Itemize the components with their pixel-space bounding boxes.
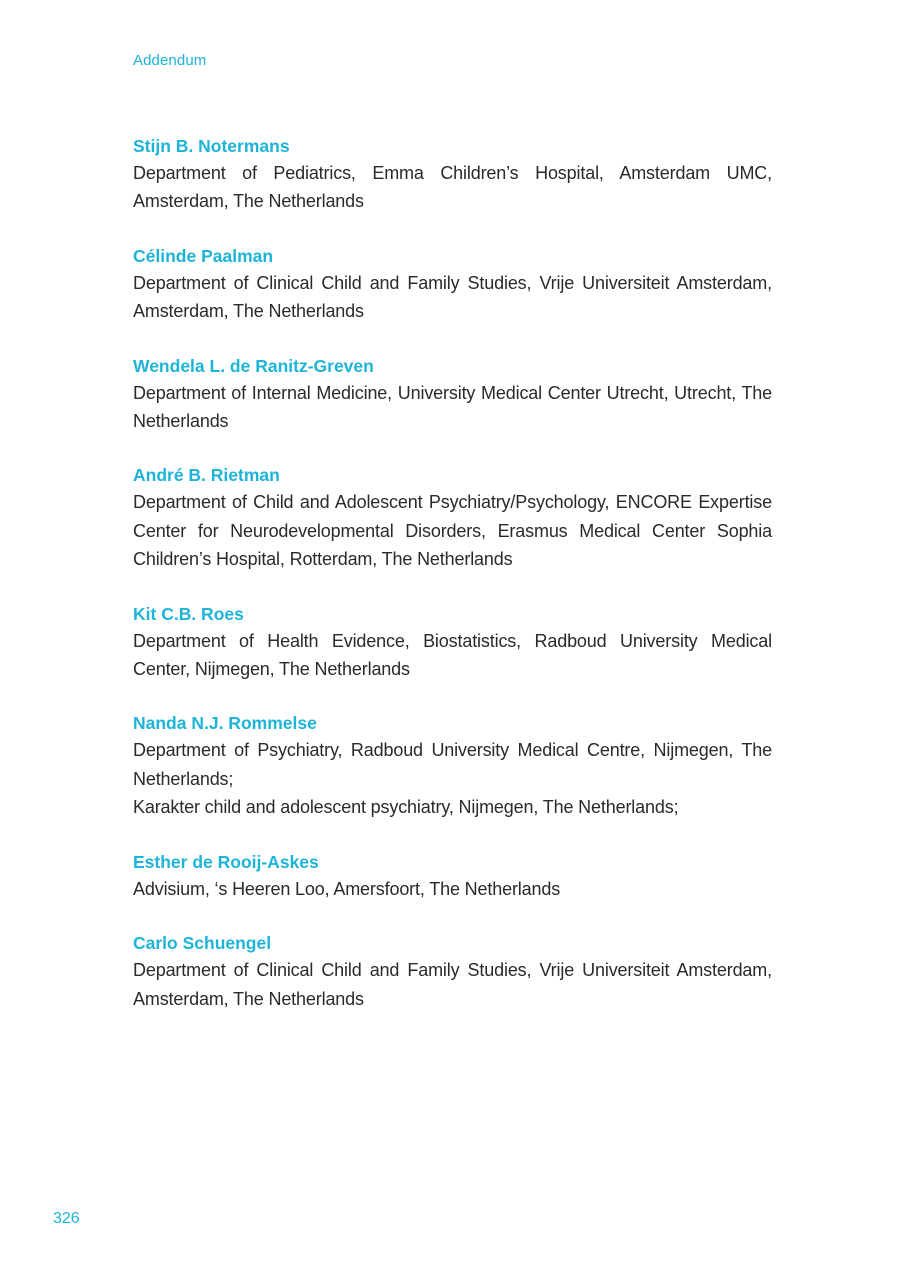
author-affiliation: Department of Internal Medicine, University Medical Center Utrecht, Utrecht, The Netherlands xyxy=(133,382,772,432)
author-affiliation: Department of Health Evidence, Biostatistics, Radboud University Medical Center, Nijmegen, The Netherlands xyxy=(133,630,772,680)
author-affiliation-secondary: Karakter child and adolescent psychiatry, Nijmegen, The Netherlands; xyxy=(133,797,679,818)
author-entry xyxy=(133,850,772,903)
author-name: Carlo Schuengel xyxy=(133,933,272,954)
author-entry xyxy=(133,134,772,216)
author-entry xyxy=(133,244,772,326)
author-affiliation: Department of Pediatrics, Emma Children’s Hospital, Amsterdam UMC, Amsterdam, The Netherlands xyxy=(133,163,772,212)
author-name: Kit C.B. Roes xyxy=(133,603,244,624)
author-list xyxy=(133,134,772,1041)
author-entry xyxy=(133,602,772,684)
author-name: Wendela L. de Ranitz-Greven xyxy=(133,355,374,376)
author-name: Célinde Paalman xyxy=(133,245,274,266)
author-affiliation: Department of Clinical Child and Family Studies, Vrije Universiteit Amsterdam, Amsterdam, The Netherlands xyxy=(133,960,772,1009)
author-name: André B. Rietman xyxy=(133,465,280,486)
author-affiliation: Department of Psychiatry, Radboud University Medical Centre, Nijmegen, The Netherlands; xyxy=(133,740,772,789)
author-affiliation: Department of Clinical Child and Family Studies, Vrije Universiteit Amsterdam, Amsterdam, The Netherlands xyxy=(133,272,772,322)
author-name: Nanda N.J. Rommelse xyxy=(133,713,317,734)
author-entry xyxy=(133,354,772,436)
author-entry xyxy=(133,463,772,573)
author-entry xyxy=(133,931,772,1013)
running-header: Addendum xyxy=(133,52,207,69)
page-number: 326 xyxy=(53,1210,80,1227)
author-name: Stijn B. Notermans xyxy=(133,136,290,156)
author-entry xyxy=(133,711,772,821)
author-affiliation: Advisium, ‘s Heeren Loo, Amersfoort, The Netherlands xyxy=(133,878,561,899)
author-name: Esther de Rooij-Askes xyxy=(133,851,319,872)
author-affiliation: Department of Child and Adolescent Psychiatry/Psychology, ENCORE Expertise Center for Neurodevelopmental Disorders, Erasmus Medical Center Sophia Children’s Hospital, Rotterdam, The Netherlands xyxy=(133,492,772,570)
